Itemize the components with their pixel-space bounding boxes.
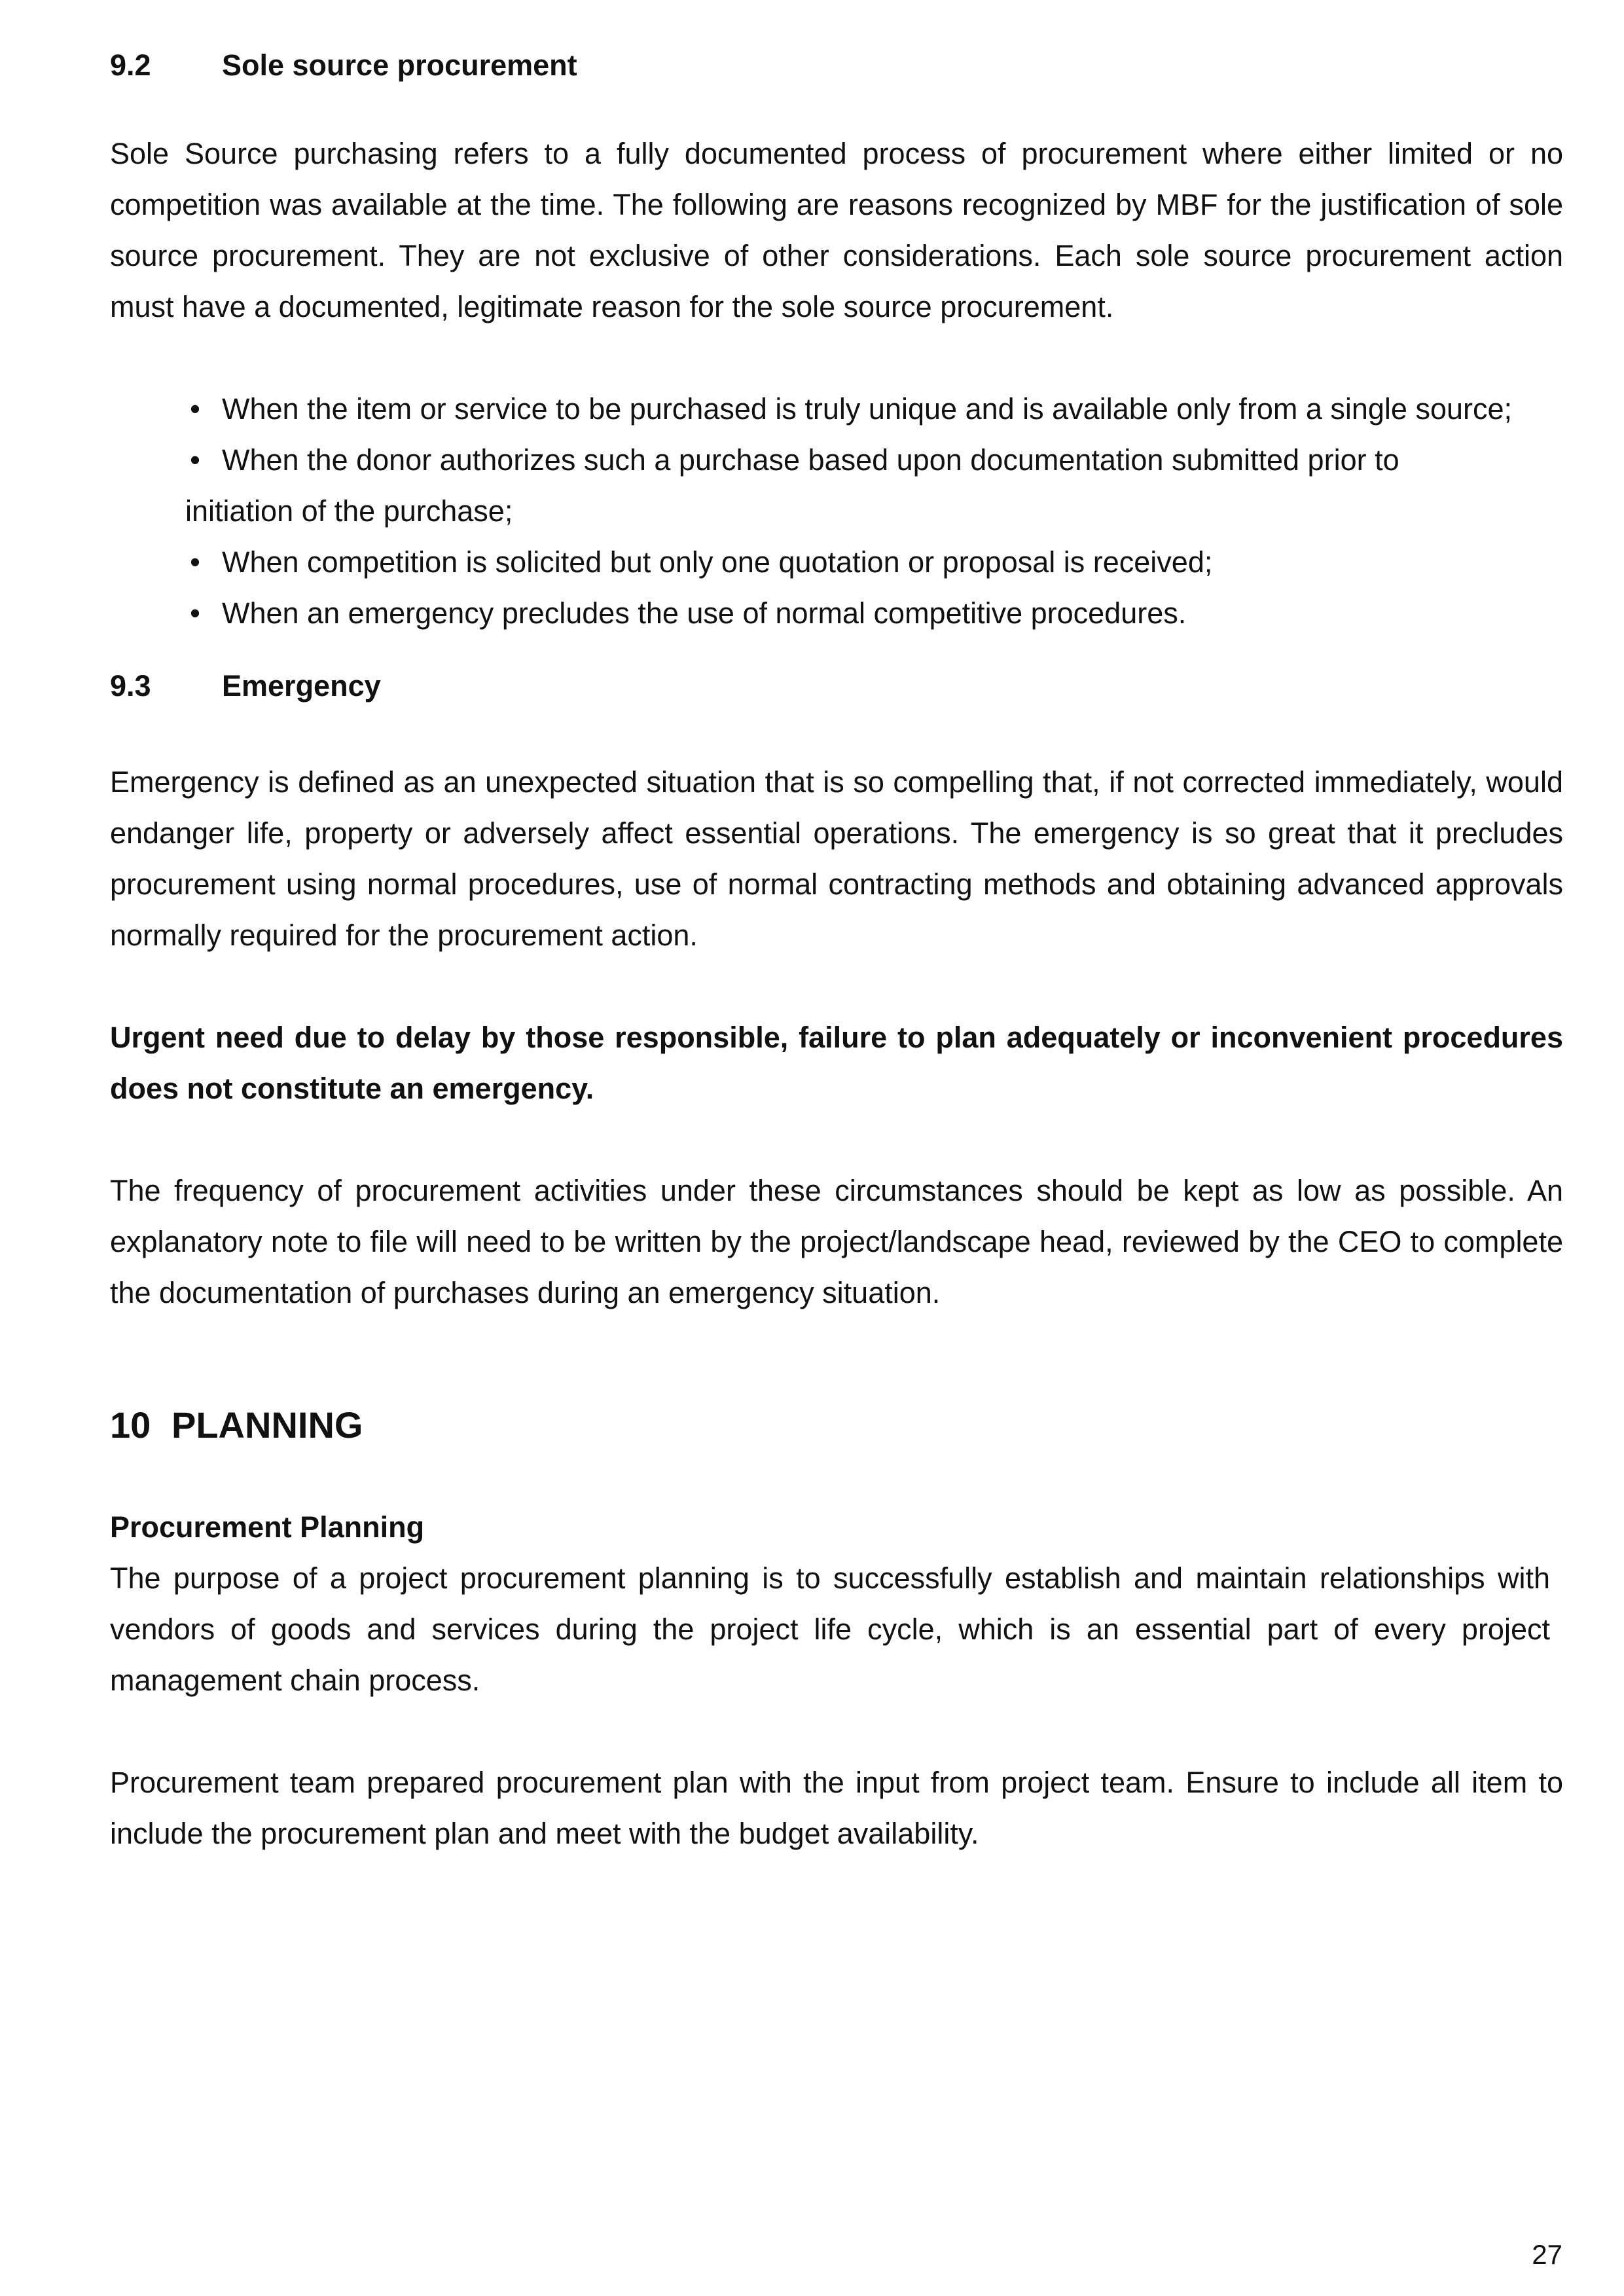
bullet-icon: • [190, 596, 200, 630]
sole-source-paragraph: Sole Source purchasing refers to a fully documented process of procurement where either limited or no competition was available at the time. The following are reasons recognized by MBF for the justification of sole source procurement. They are not exclusive of other considerations. Each sole source procurement action must have a documented, legitimate reason for the sole source procurement. [110, 137, 1563, 323]
emergency-frequency-paragraph: The frequency of procurement activities under these circumstances should be kept as low as possible. An explanatory note to file will need to be written by the project/landscape head, reviewed by the CEO to complete the documentation of purchases during an emergency situation. [110, 1174, 1563, 1309]
section-9-2-number: 9.2 [110, 48, 151, 82]
list-item-continuation: initiation of the purchase; [185, 494, 513, 528]
list-item: • When competition is solicited but only one quotation or proposal is received; [185, 537, 1563, 588]
section-9-2-title: Sole source procurement [222, 48, 577, 82]
section-9-3-number: 9.3 [110, 669, 151, 702]
page-number: 27 [1532, 2239, 1562, 2270]
page-content [110, 46, 1563, 1859]
procurement-planning-subheading: Procurement Planning [110, 1510, 425, 1544]
emergency-warning-paragraph: Urgent need due to delay by those responsible, failure to plan adequately or inconvenient procedures does not constitute an emergency. [110, 1021, 1563, 1105]
section-9-3-heading [110, 666, 1563, 706]
bullet-icon: • [190, 443, 200, 477]
section-10-heading [110, 1402, 1563, 1448]
section-10-title: PLANNING [171, 1404, 363, 1446]
section-10-number: 10 [110, 1404, 151, 1446]
list-item: • When the donor authorizes such a purchase based upon documentation submitted prior to [185, 435, 1563, 486]
bullet-icon: • [190, 392, 200, 426]
section-9-3-title: Emergency [222, 669, 381, 702]
emergency-definition-paragraph: Emergency is defined as an unexpected situation that is so compelling that, if not corrected immediately, would endanger life, property or adversely affect essential operations. The emergency is so great that it precludes procurement using normal procedures, use of normal contracting methods and obtaining advanced approvals normally required for the procurement action. [110, 765, 1563, 952]
list-item: • When an emergency precludes the use of normal competitive procedures. [185, 588, 1563, 639]
list-item: • When the item or service to be purchased is truly unique and is available only from a single source; [185, 384, 1563, 435]
sole-source-reasons-list [110, 384, 1563, 639]
bullet-icon: • [190, 545, 200, 579]
procurement-planning-paragraph: The purpose of a project procurement planning is to successfully establish and maintain relationships with vendors of goods and services during the project life cycle, which is an essential part of every project management chain process. [110, 1561, 1550, 1697]
section-9-2-heading [110, 46, 1563, 85]
procurement-team-paragraph: Procurement team prepared procurement plan with the input from project team. Ensure to include all item to include the procurement plan and meet with the budget availability. [110, 1766, 1563, 1850]
